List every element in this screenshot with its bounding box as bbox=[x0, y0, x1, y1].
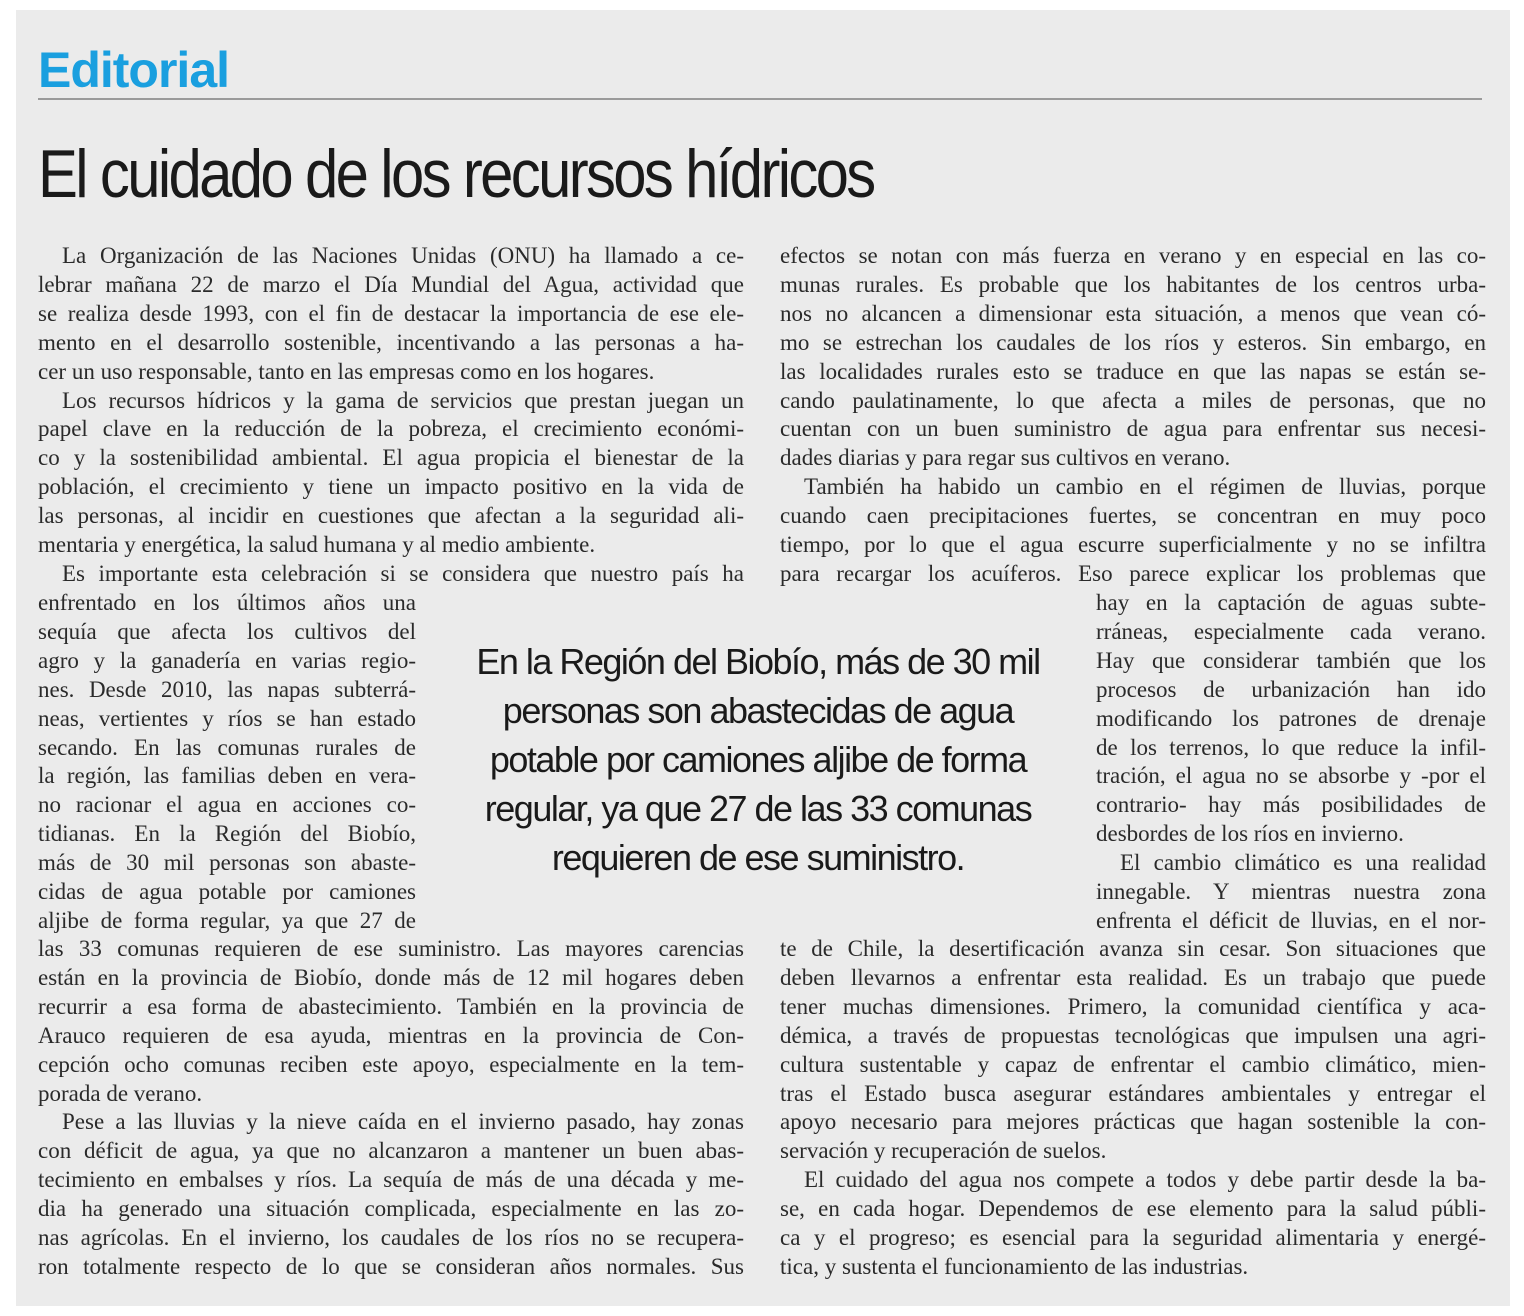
text-line: nos no alcancen a dimensionar esta situación, a menos que vean có- bbox=[780, 300, 1486, 326]
left-column-bottom bbox=[38, 935, 744, 1282]
text-line: recurrir a esa forma de abastecimiento. También en la provincia de bbox=[38, 993, 744, 1019]
text-line: cando paulatinamente, lo que afecta a miles de personas, que no bbox=[780, 387, 1486, 413]
text-line: cer un uso responsable, tanto en las empresas como en los hogares. bbox=[38, 358, 655, 384]
text-line: apoyo necesario para mejores prácticas que hagan sostenible la con- bbox=[780, 1109, 1486, 1135]
right-column-wrap bbox=[1096, 589, 1486, 936]
text-line: lebrar mañana 22 de marzo el Día Mundial del Agua, actividad que bbox=[38, 271, 744, 297]
text-line: cepción ocho comunas reciben este apoyo, especialmente en la tem- bbox=[38, 1051, 744, 1077]
right-column-bottom bbox=[780, 935, 1486, 1282]
text-line: El cambio climático es una realidad bbox=[1120, 850, 1486, 876]
section-divider bbox=[38, 98, 1482, 100]
text-line: cuando caen precipitaciones fuertes, se concentran en muy poco bbox=[780, 503, 1486, 529]
text-line: no racionar el agua en acciones co- bbox=[38, 792, 416, 818]
text-line: ca y el progreso; es esencial para la seguridad alimentaria y energé- bbox=[780, 1225, 1486, 1251]
left-column-top bbox=[38, 242, 744, 589]
text-line: mo se estrechan los caudales de los ríos y esteros. Sin embargo, en bbox=[780, 329, 1486, 355]
text-line: nes. Desde 2010, las napas subterrá- bbox=[38, 676, 416, 702]
section-label: Editorial bbox=[38, 42, 230, 98]
text-line: papel clave en la reducción de la pobreza, el crecimiento económi- bbox=[38, 416, 744, 442]
text-line: agro y la ganadería en varias regio- bbox=[38, 647, 416, 673]
text-line: secando. En las comunas rurales de bbox=[38, 734, 416, 760]
text-line: dia ha generado una situación complicada, especialmente en las zo- bbox=[38, 1196, 744, 1222]
text-line: la región, las familias deben en vera- bbox=[38, 763, 416, 789]
text-line: las 33 comunas requieren de ese suministro. Las mayores carencias bbox=[38, 936, 744, 961]
text-line: procesos de urbanización han ido bbox=[1096, 676, 1486, 702]
text-line: tración, el agua no se absorbe y -por el bbox=[1096, 763, 1486, 789]
text-line: Pese a las lluvias y la nieve caída en el invierno pasado, hay zonas bbox=[62, 1109, 744, 1135]
text-line: las localidades rurales esto se traduce en que las napas se están se- bbox=[780, 358, 1486, 384]
text-line: dades diarias y para regar sus cultivos en verano. bbox=[780, 445, 1231, 471]
text-line: co y la sostenibilidad ambiental. El agua propicia el bienestar de la bbox=[38, 445, 744, 471]
text-line: con déficit de agua, ya que no alcanzaron a mantener un buen abas- bbox=[38, 1138, 744, 1164]
text-line: desbordes de los ríos en invierno. bbox=[1096, 821, 1404, 847]
text-line: aljibe de forma regular, ya que 27 de bbox=[38, 907, 416, 933]
pull-quote: En la Región del Biobío, más de 30 mil personas son abastecidas de agua potable por camiones aljibe de forma regular, ya que 27 de las 33 comunas requieren de ese suministro. bbox=[476, 641, 1040, 878]
text-line: población, el crecimiento y tiene un impacto positivo en la vida de bbox=[38, 474, 744, 500]
text-line: ron totalmente respecto de lo que se consideran años normales. Sus bbox=[38, 1253, 744, 1279]
text-line: Arauco requieren de esa ayuda, mientras en la provincia de Con- bbox=[38, 1022, 744, 1048]
text-line: están en la provincia de Biobío, donde más de 12 mil hogares deben bbox=[38, 964, 744, 990]
text-line: cidas de agua potable por camiones bbox=[38, 879, 416, 905]
text-line: hay en la captación de aguas subte- bbox=[1096, 590, 1486, 615]
text-line: cuentan con un buen suministro de agua para enfrentar sus necesi- bbox=[780, 416, 1486, 442]
text-line: servación y recuperación de suelos. bbox=[780, 1138, 1107, 1164]
text-line: modificando los patrones de drenaje bbox=[1096, 705, 1486, 731]
text-line: porada de verano. bbox=[38, 1080, 203, 1106]
text-line: tica, y sustenta el funcionamiento de las industrias. bbox=[780, 1253, 1249, 1279]
text-line: deben llevarnos a enfrentar esta realidad. Es un trabajo que puede bbox=[780, 964, 1486, 990]
text-line: rráneas, especialmente cada verano. bbox=[1096, 618, 1486, 644]
text-line: Los recursos hídricos y la gama de servicios que prestan juegan un bbox=[62, 387, 744, 413]
text-line: te de Chile, la desertificación avanza sin cesar. Son situaciones que bbox=[780, 936, 1486, 961]
text-line: más de 30 mil personas son abaste- bbox=[38, 850, 416, 876]
text-line: efectos se notan con más fuerza en verano y en especial en las co- bbox=[780, 243, 1486, 268]
text-line: tiempo, por lo que el agua escurre superficialmente y no se infiltra bbox=[780, 532, 1486, 558]
text-line: munas rurales. Es probable que los habitantes de los centros urba- bbox=[780, 271, 1486, 297]
text-line: sequía que afecta los cultivos del bbox=[38, 618, 416, 644]
text-line: cultura sustentable y capaz de enfrentar el cambio climático, mien- bbox=[780, 1051, 1486, 1077]
headline: El cuidado de los recursos hídricos bbox=[38, 136, 874, 212]
left-column-wrap bbox=[38, 589, 416, 936]
text-line: tener muchas dimensiones. Primero, la comunidad científica y aca- bbox=[780, 993, 1486, 1019]
text-line: las personas, al incidir en cuestiones que afectan a la seguridad ali- bbox=[38, 503, 744, 529]
text-line: tidianas. En la Región del Biobío, bbox=[38, 821, 416, 847]
text-line: para recargar los acuíferos. Eso parece explicar los problemas que bbox=[780, 560, 1486, 586]
text-line: mento en el desarrollo sostenible, incentivando a las personas a ha- bbox=[38, 329, 744, 355]
text-line: Es importante esta celebración si se considera que nuestro país ha bbox=[62, 560, 744, 586]
text-line: neas, vertientes y ríos se han estado bbox=[38, 705, 416, 731]
text-line: También ha habido un cambio en el régimen de lluvias, porque bbox=[804, 474, 1486, 500]
text-line: innegable. Y mientras nuestra zona bbox=[1096, 879, 1486, 905]
text-line: démica, a través de propuestas tecnológicas que impulsen una agri- bbox=[780, 1022, 1486, 1048]
text-line: tras el Estado busca asegurar estándares ambientales y entregar el bbox=[780, 1080, 1486, 1106]
text-line: se realiza desde 1993, con el fin de destacar la importancia de ese ele- bbox=[38, 300, 744, 326]
text-line: de los terrenos, lo que reduce la infil- bbox=[1096, 734, 1486, 760]
text-line: Hay que considerar también que los bbox=[1096, 647, 1486, 673]
text-line: contrario- hay más posibilidades de bbox=[1096, 792, 1486, 818]
text-line: El cuidado del agua nos compete a todos y debe partir desde la ba- bbox=[804, 1167, 1486, 1193]
text-line: nas agrícolas. En el invierno, los caudales de los ríos no se recupera- bbox=[38, 1225, 744, 1251]
text-line: La Organización de las Naciones Unidas (ONU) ha llamado a ce- bbox=[62, 243, 744, 268]
text-line: enfrenta el déficit de lluvias, en el nor- bbox=[1096, 907, 1486, 933]
text-line: tecimiento en embalses y ríos. La sequía de más de una década y me- bbox=[38, 1167, 744, 1193]
right-column-top bbox=[780, 242, 1486, 589]
text-line: enfrentado en los últimos años una bbox=[38, 590, 416, 615]
text-line: se, en cada hogar. Dependemos de ese elemento para la salud públi- bbox=[780, 1196, 1486, 1222]
text-line: mentaria y energética, la salud humana y al medio ambiente. bbox=[38, 532, 596, 558]
